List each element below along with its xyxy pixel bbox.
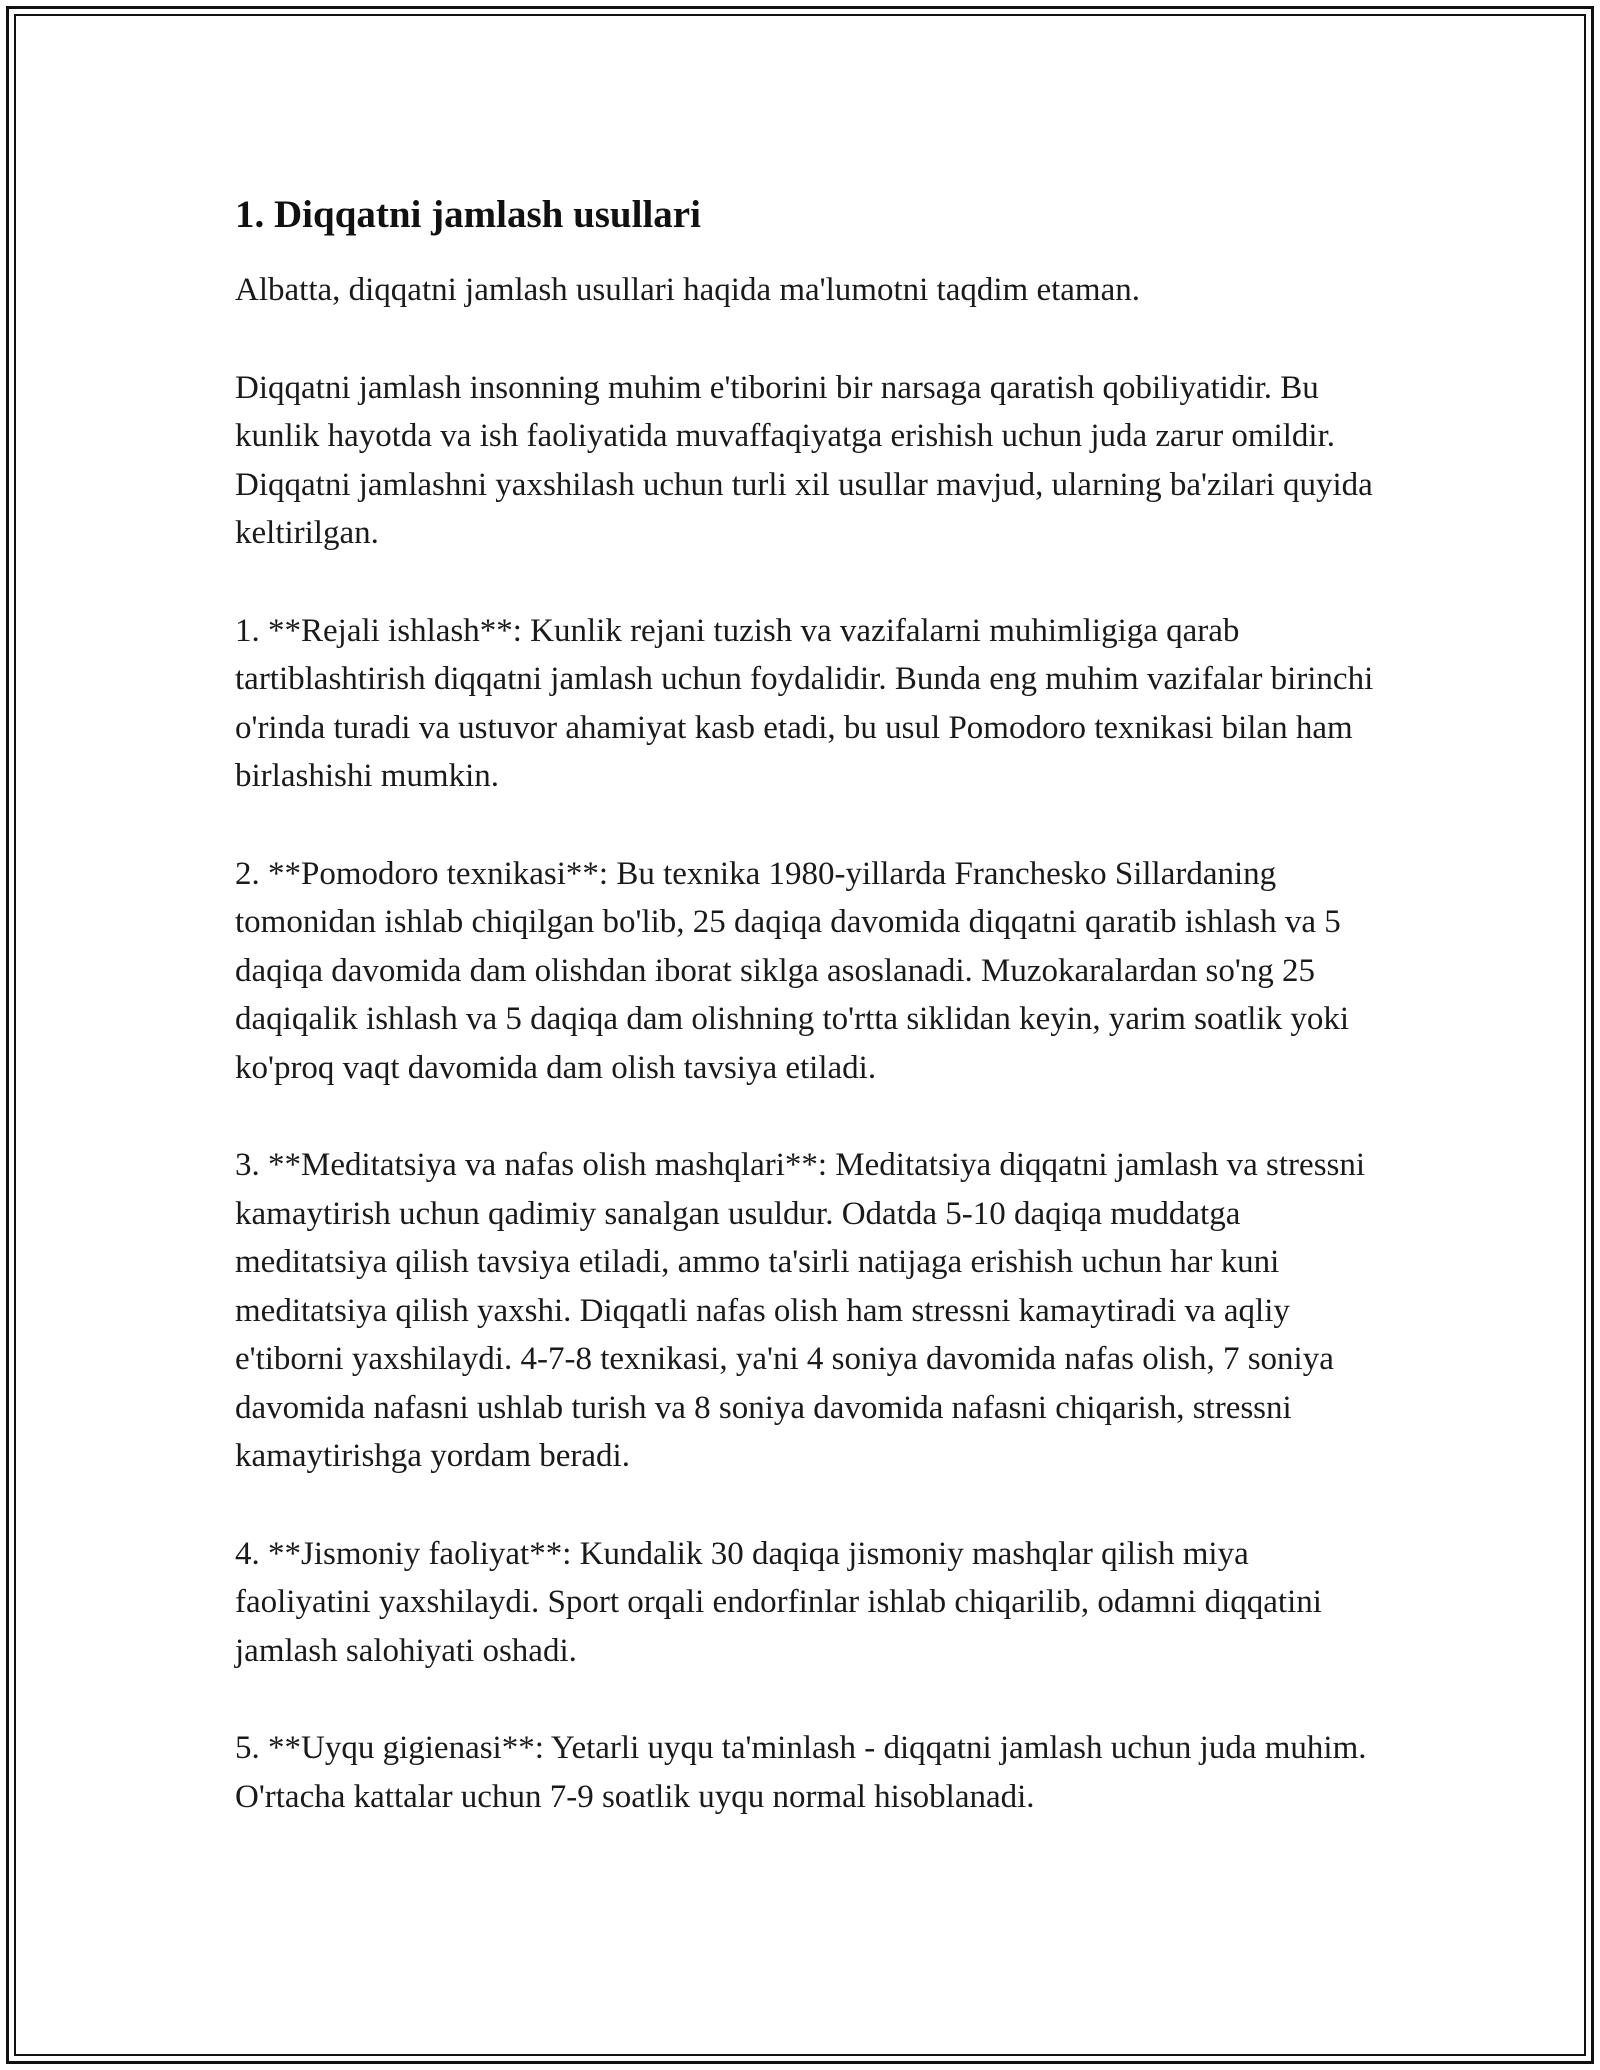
intro-paragraph: Albatta, diqqatni jamlash usullari haqida ma'lumotni taqdim etaman. — [235, 272, 1140, 308]
paragraph-item-4: 4. **Jismoniy faoliyat**: Kundalik 30 daqiqa jismoniy mashqlar qilish miya faoliyatini yaxshilaydi. Sport orqali endorfinlar ishlab chiqarilib, odamni diqqatini jamlash salohiyati oshadi. — [235, 1535, 1322, 1669]
paragraph-item-5: 5. **Uyqu gigienasi**: Yetarli uyqu ta'minlash - diqqatni jamlash uchun juda muhim. O'rtacha kattalar uchun 7-9 soatlik uyqu normal hisoblanadi. — [235, 1730, 1367, 1815]
paragraph-item-3: 3. **Meditatsiya va nafas olish mashqlari**: Meditatsiya diqqatni jamlash va stressni kamaytirish uchun qadimiy sanalgan usuldur. Odatda 5-10 daqiqa muddatga meditatsiya qilish tavsiya etiladi, ammo ta'sirli natijaga erishish uchun har kuni meditatsiya qilish yaxshi. Diqqatli nafas olish ham stressni kamaytiradi va aqliy e'tiborni yaxshilaydi. 4-7-8 texnikasi, ya'ni 4 soniya davomida nafas olish, 7 soniya davomida nafasni ushlab turish va 8 soniya davomida nafasni chiqarish, stressni kamaytirishga yordam beradi. — [235, 1147, 1366, 1474]
paragraph-overview: Diqqatni jamlash insonning muhim e'tiborini bir narsaga qaratish qobiliyatidir. Bu kunlik hayotda va ish faoliyatida muvaffaqiyatga erishish uchun juda zarur omildir. Diqqatni jamlashni yaxshilash uchun turli xil usullar mavjud, ularning ba'zilari quyida keltirilgan. — [235, 369, 1373, 551]
paragraph-item-2: 2. **Pomodoro texnikasi**: Bu texnika 1980-yillarda Franchesko Sillardaning tomonidan ishlab chiqilgan bo'lib, 25 daqiqa davomida diqqatni qaratib ishlash va 5 daqiqa davomida dam olishdan iborat siklga asoslanadi. Muzokaralardan so'ng 25 daqiqalik ishlash va 5 daqiqa dam olishning to'rtta siklidan keyin, yarim soatlik yoki ko'proq vaqt davomida dam olish tavsiya etiladi. — [235, 855, 1350, 1086]
paragraph-item-1: 1. **Rejali ishlash**: Kunlik rejani tuzish va vazifalarni muhimligiga qarab tartiblashtirish diqqatni jamlash uchun foydalidir. Bunda eng muhim vazifalar birinchi o'rinda turadi va ustuvor ahamiyat kasb etadi, bu usul Pomodoro texnikasi bilan ham birlashishi mumkin. — [235, 612, 1374, 794]
document-title: 1. Diqqatni jamlash usullari — [235, 193, 701, 236]
document-body — [235, 186, 1385, 1821]
